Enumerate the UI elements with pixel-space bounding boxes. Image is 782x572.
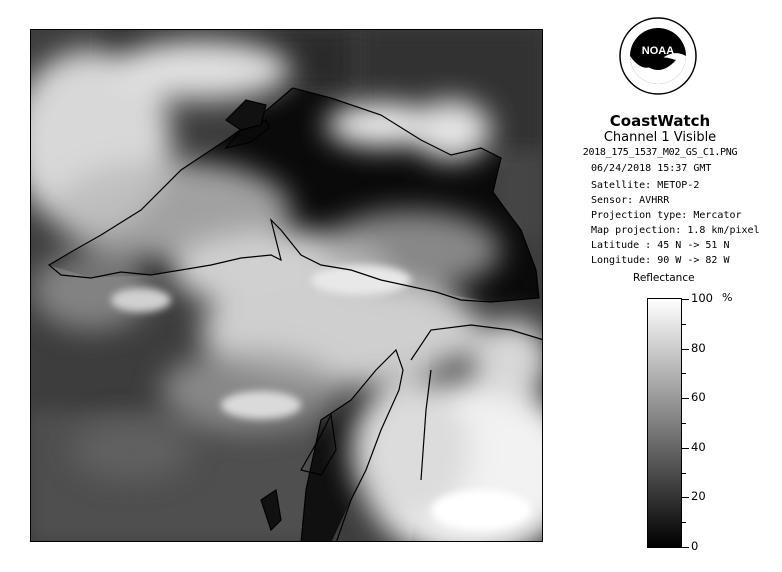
colorbar-tick-mark (681, 547, 689, 548)
colorbar-tick-mark (681, 373, 686, 374)
noaa-logo (618, 14, 698, 109)
colorbar-tick-label: 40 (691, 440, 706, 454)
colorbar-tick-mark (681, 299, 689, 300)
satellite-map-svg (31, 30, 543, 542)
satellite-image (30, 29, 543, 542)
colorbar-tick-label: 80 (691, 341, 706, 355)
colorbar-tick-mark (681, 497, 689, 498)
noaa-logo-text: NOAA (641, 45, 675, 57)
projection-type-info: Projection type: Mercator (591, 210, 742, 221)
channel-title: Channel 1 Visible (603, 130, 717, 145)
colorbar-tick-mark (681, 324, 686, 325)
reflectance-colorbar (647, 298, 682, 548)
colorbar-tick-mark (681, 398, 689, 399)
colorbar-tick-label: 60 (691, 390, 706, 404)
colorbar-tick-mark (681, 473, 686, 474)
colorbar-tick-mark (681, 522, 686, 523)
legend-title: Reflectance (633, 272, 695, 284)
image-filename: 2018_175_1537_M02_GS_C1.PNG (582, 147, 738, 158)
legend-unit: % (722, 291, 733, 304)
colorbar-tick-mark (681, 423, 686, 424)
longitude-info: Longitude: 90 W -> 82 W (591, 255, 730, 266)
colorbar-tick-label: 0 (691, 539, 699, 553)
latitude-info: Latitude : 45 N -> 51 N (591, 240, 730, 251)
brand-title: CoastWatch (609, 112, 711, 130)
date-time: 06/24/2018 15:37 GMT (591, 163, 712, 174)
colorbar-tick-mark (681, 448, 689, 449)
colorbar-tick-label: 100 (691, 291, 713, 305)
colorbar-tick-label: 20 (691, 489, 706, 503)
colorbar-tick-mark (681, 349, 689, 350)
sensor-info: Sensor: AVHRR (591, 195, 670, 206)
satellite-info: Satellite: METOP-2 (591, 180, 700, 191)
map-projection-info: Map projection: 1.8 km/pixel (591, 225, 760, 236)
